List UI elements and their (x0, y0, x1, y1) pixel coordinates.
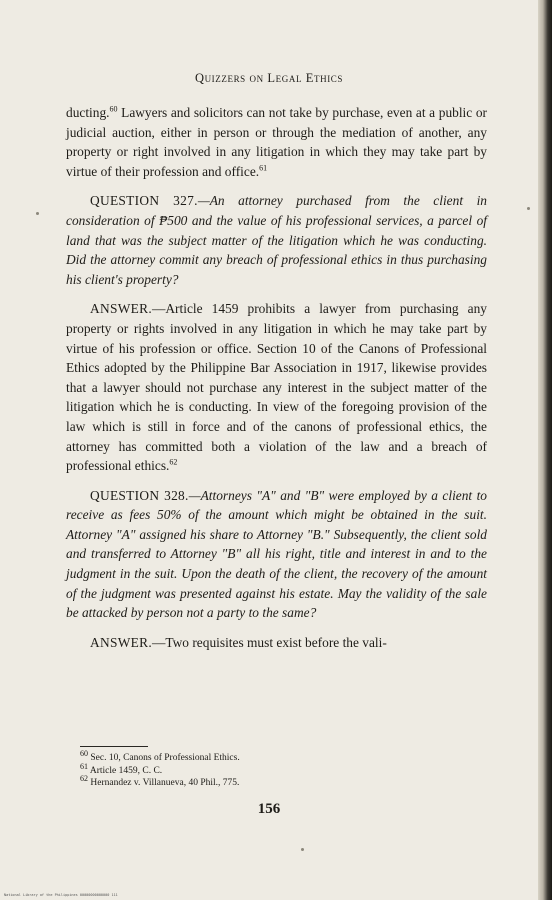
footnote-61: $^{61}$ Article 1459, C. C. (80, 761, 163, 776)
footnote-ref-60: 60 (109, 104, 118, 114)
question-327 (66, 191, 487, 289)
answer-327 (66, 299, 487, 475)
running-head: Quizzers on Legal Ethics (194, 71, 344, 85)
question-body: —An attorney purchased from the client in consideration of ₱500 and the value of his professional services, a parcel of land that was the subject matter of the litigation which he was conducting. Did the attorney commit any breach of professional ethics in thus purchasing his client's property? (66, 193, 487, 287)
binding-edge (538, 0, 552, 900)
answer-body: —Article 1459 prohibits a lawyer from purchasing any property or rights involved in any litigation in which he may take part by virtue of his profession or office. Section 10 of the Canons of Professional Ethics adopted by the Philippine Bar Association in 1917, likewise provides that a lawyer should not purchase any interest in the subject matter of the litigation which he is conducting. In view of the foregoing provision of the law which is still in force and of the canons of professional ethics, the attorney has committed both a violation of the law and a breach of professional ethics. (66, 301, 487, 474)
body-text (66, 103, 487, 662)
paragraph-continuation: ducting.$^{60}$ Lawyers and solicitors can not take by purchase, even at a public or judicial auction, either in person or through the mediation of another, any property or right involved in any litigation in which they may take part by virtue of their profession and office.$^{61}$ (66, 104, 487, 179)
question-body: —Attorneys "A" and "B" were employed by a client to receive as fees 50% of the amount which might be obtained in the suit. Attorney "A" assigned his share to Attorney "B." Subsequently, the client sold and transferred to Attorney "B" all his right, title and interest in and to the judgment in the suit. Upon the death of the client, the recovery of the amount of the judgment was presented against his estate. May the validity of the sale be attacked by person not a party to the same? (66, 487, 487, 621)
answer-body: —Two requisites must exist before the vali- (152, 634, 387, 650)
paper-speck (301, 848, 304, 851)
answer-328 (66, 633, 487, 653)
question-label: QUESTION 327. (90, 193, 198, 209)
question-328 (66, 486, 487, 623)
footnote-rule (80, 746, 148, 747)
footnote-ref-61: 61 (259, 163, 268, 173)
footnotes (80, 748, 480, 790)
footnote-60: $^{60}$ Sec. 10, Canons of Professional Ethics. (80, 748, 240, 763)
paper-speck (527, 207, 530, 210)
footnote-ref-62: 62 (169, 457, 178, 467)
answer-label: ANSWER. (90, 301, 152, 317)
answer-label: ANSWER. (90, 634, 152, 650)
footnote-62: $^{62}$ Hernandez v. Villanueva, 40 Phil., 775. (80, 774, 240, 789)
scan-footer: National Library of the Philippines 00000000000000 111 (4, 893, 118, 897)
paper-speck (36, 212, 39, 215)
page-number: 156 (257, 801, 281, 817)
question-label: QUESTION 328. (90, 487, 189, 503)
